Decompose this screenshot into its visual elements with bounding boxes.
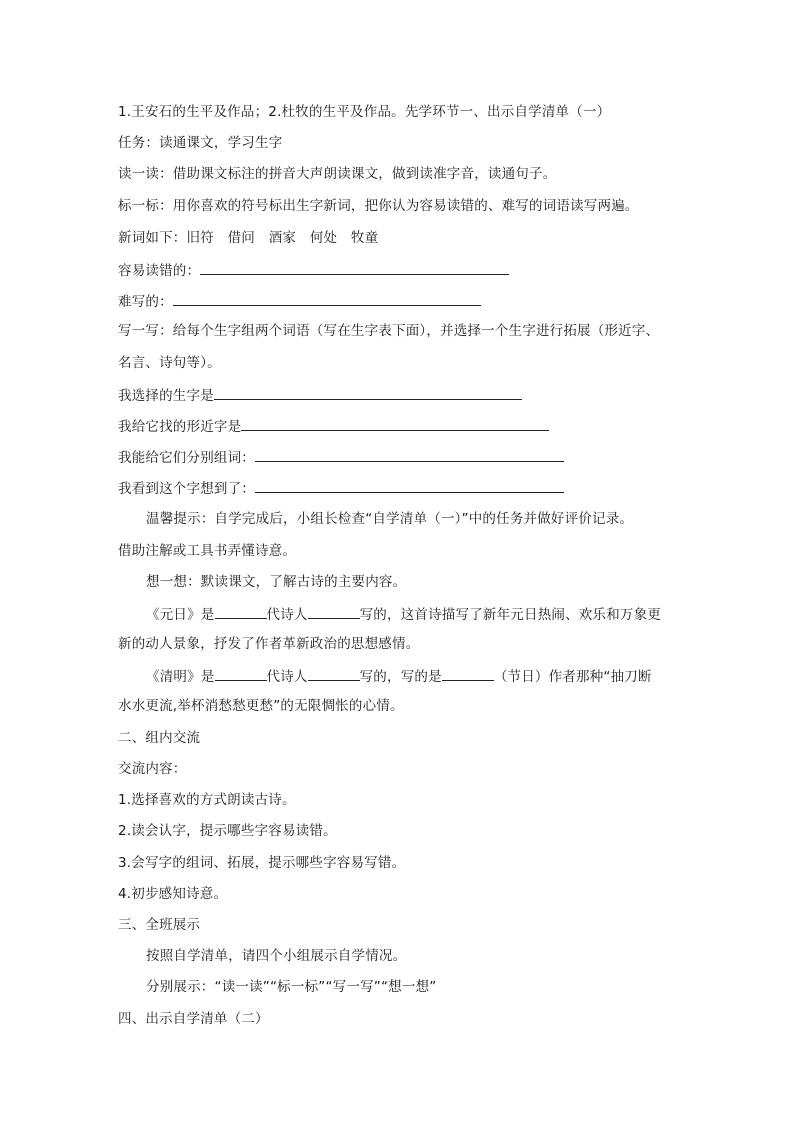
easy-misread-blank[interactable] (200, 261, 509, 275)
task-line: 任务：读通课文，学习生字 (118, 135, 283, 151)
qingming-text-b: 代诗人 (266, 669, 308, 685)
exchange-item-2: 2.读会认字，提示哪些字容易读错。 (118, 823, 337, 839)
mark-instruction: 标一标：用你喜欢的符号标出生字新词，把你认为容易读错的、难写的词语读写两遍。 (118, 198, 639, 214)
qingming-text-a: 《清明》是 (146, 669, 215, 685)
yuanri-text-c: 写的，这首诗描写了新年元日热闹、欢乐和万象更 (359, 607, 662, 623)
yuanri-dynasty-blank[interactable] (215, 605, 267, 619)
association-line (118, 479, 564, 497)
qingming-dynasty-blank[interactable] (215, 667, 267, 681)
association-label: 我看到这个字想到了： (118, 481, 255, 497)
yuanri-line-cont: 新的动人景象，抒发了作者革新政治的思想感情。 (118, 636, 420, 652)
write-instruction: 写一写：给每个生字组两个词语（写在生字表下面），并选择一个生字进行拓展（形近字、 (118, 323, 660, 339)
display-items: 分别展示：“读一读”“标一标”“写一写”“想一想” (146, 979, 437, 995)
new-words-line: 新词如下：旧符 借问 酒家 何处 牧童 (118, 230, 379, 246)
chosen-char-line (118, 386, 522, 404)
display-instruction: 按照自学清单，请四个小组展示自学情况。 (146, 948, 407, 964)
exchange-content-label: 交流内容： (118, 761, 187, 777)
read-instruction: 读一读：借助课文标注的拼音大声朗读课文，做到读准字音，读通句子。 (118, 166, 557, 182)
word-group-line (118, 448, 564, 466)
yuanri-line (146, 605, 661, 623)
think-instruction: 想一想：默读课文，了解古诗的主要内容。 (146, 574, 407, 590)
annotation-line: 借助注解或工具书弄懂诗意。 (118, 543, 297, 559)
qingming-line-cont: 水水更流,举杯消愁愁更愁”的无限惆怅的心情。 (118, 698, 404, 714)
exchange-item-1: 1.选择喜欢的方式朗读古诗。 (118, 792, 296, 808)
section-three-heading: 三、全班展示 (118, 917, 201, 933)
similar-char-line (118, 417, 549, 435)
qingming-text-d: （节日）作者那种“抽刀断 (493, 669, 652, 685)
hard-write-blank[interactable] (173, 292, 481, 306)
word-group-blank[interactable] (255, 448, 564, 462)
yuanri-text-b: 代诗人 (266, 607, 308, 623)
yuanri-poet-blank[interactable] (308, 605, 360, 619)
section-two-heading: 二、组内交流 (118, 730, 201, 746)
qingming-text-c: 写的，写的是 (359, 669, 442, 685)
easy-misread-label: 容易读错的： (118, 263, 201, 279)
write-instruction-cont: 名言、诗句等）。 (118, 355, 221, 371)
hard-write-line (118, 292, 481, 310)
tip-line: 温馨提示：自学完成后，小组长检查“自学清单（一）”中的任务并做好评价记录。 (146, 511, 634, 527)
similar-char-blank[interactable] (241, 417, 549, 431)
hard-write-label: 难写的： (118, 294, 173, 310)
qingming-festival-blank[interactable] (442, 667, 494, 681)
chosen-char-label: 我选择的生字是 (118, 388, 214, 404)
exchange-item-4: 4.初步感知诗意。 (118, 886, 228, 902)
chosen-char-blank[interactable] (214, 386, 522, 400)
yuanri-text-a: 《元日》是 (146, 607, 215, 623)
intro-line: 1.王安石的生平及作品；2.杜牧的生平及作品。先学环节一、出示自学清单（一） (118, 104, 611, 120)
exchange-item-3: 3.会写字的组词、拓展，提示哪些字容易写错。 (118, 855, 406, 871)
association-blank[interactable] (255, 479, 564, 493)
similar-char-label: 我给它找的形近字是 (118, 419, 242, 435)
qingming-poet-blank[interactable] (308, 667, 360, 681)
word-group-label: 我能给它们分别组词： (118, 450, 255, 466)
easy-misread-line (118, 261, 509, 279)
qingming-line (146, 667, 652, 685)
section-four-heading: 四、出示自学清单（二） (118, 1011, 269, 1027)
